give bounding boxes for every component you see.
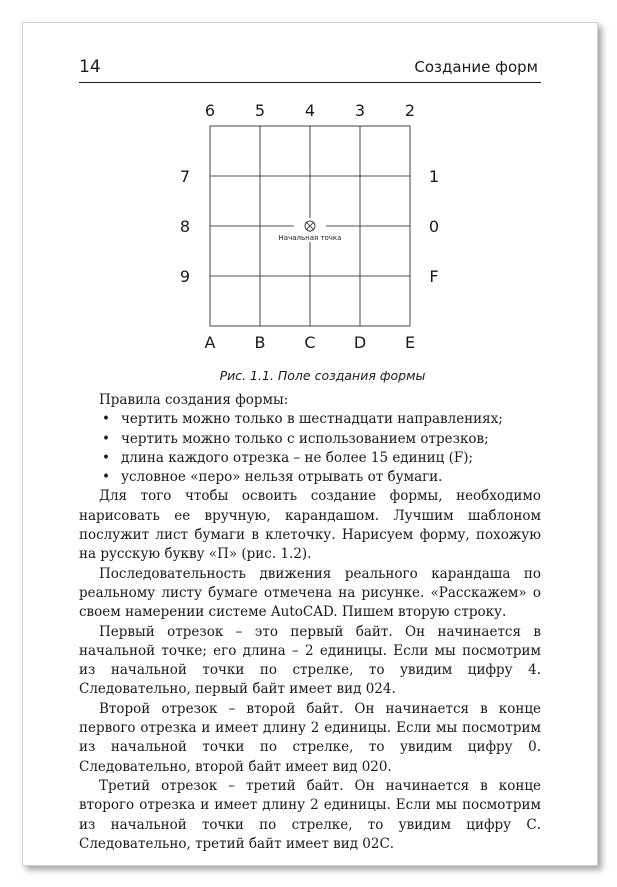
paragraph: Третий отрезок – третий байт. Он начинается в конце второго отрезка и имеет длину 2 единицы. Если мы посмотрим из начальной точки по стрелке, то увидим цифру С. Следовательно, третий байт имеет вид 02С. <box>79 777 541 852</box>
list-item-text: чертить можно только с использованием отрезков; <box>121 430 489 447</box>
direction-label-4: 4 <box>304 101 316 120</box>
paragraph: Первый отрезок – это первый байт. Он начинается в начальной точке; его длина – 2 единицы. Если мы посмотрим из начальной точки по стрелке, то увидим цифру 4. Следовательно, первый байт имеет вид 024. <box>79 623 541 698</box>
page-number: 14 <box>79 57 101 77</box>
direction-label-5: 5 <box>254 101 266 120</box>
list-item-text: длина каждого отрезка – не более 15 единиц (F); <box>121 449 474 466</box>
bullet-icon: • <box>102 469 110 486</box>
bullet-icon: • <box>102 430 110 447</box>
right-labels <box>429 167 439 286</box>
bullet-icon: • <box>102 449 110 466</box>
paragraph: Второй отрезок – второй байт. Он начинается в конце первого отрезка и имеет длину 2 единицы. Если мы посмотрим из начальной точки по стрелке, то увидим цифру 0. Следовательно, второй байт имеет вид 020. <box>79 700 541 775</box>
direction-label-e: E <box>404 333 416 352</box>
bullet-icon: • <box>102 411 110 428</box>
figure-caption: Рис. 1.1. Поле создания формы <box>219 368 426 383</box>
start-point-label: Начальная точка <box>278 234 342 242</box>
direction-label-f: F <box>429 267 439 286</box>
list-item-text: чертить можно только в шестнадцати направлениях; <box>121 411 503 428</box>
body-text <box>79 391 541 854</box>
list-item <box>79 430 541 449</box>
direction-label-7: 7 <box>179 167 191 186</box>
direction-label-c: C <box>304 333 316 352</box>
direction-label-9: 9 <box>179 267 191 286</box>
direction-label-1: 1 <box>428 167 440 186</box>
direction-label-a: A <box>204 333 216 352</box>
direction-label-b: B <box>254 333 266 352</box>
direction-label-3: 3 <box>354 101 366 120</box>
list-item-text: условное «перо» нельзя отрывать от бумаги. <box>121 469 443 486</box>
direction-label-0: 0 <box>428 217 440 236</box>
paragraph: Последовательность движения реального карандаша по реальному листу бумаге отмечена на рисунке. «Расскажем» о своем намерении системе AutoCAD. Пишем вторую строку. <box>79 565 541 621</box>
direction-label-6: 6 <box>204 101 216 120</box>
bottom-labels <box>205 333 416 352</box>
running-head: Создание форм <box>414 58 538 76</box>
list-item <box>79 468 541 487</box>
left-labels <box>180 167 190 286</box>
start-point-marker <box>279 218 342 242</box>
rules-list <box>79 410 541 487</box>
figure-shape-field <box>0 0 617 400</box>
rules-intro: Правила создания формы: <box>99 392 289 408</box>
direction-label-d: D <box>353 333 367 352</box>
direction-label-2: 2 <box>404 101 416 120</box>
list-item <box>79 410 541 429</box>
list-item <box>79 449 541 468</box>
paragraph: Для того чтобы освоить создание формы, необходимо нарисовать ее вручную, карандашом. Лучшим шаблоном послужит лист бумаги в клеточку. Нарисуем форму, похожую на русскую букву «П» (рис. 1.2). <box>79 488 541 563</box>
top-labels <box>205 101 415 120</box>
grid-diagram <box>0 0 617 400</box>
direction-label-8: 8 <box>179 217 191 236</box>
